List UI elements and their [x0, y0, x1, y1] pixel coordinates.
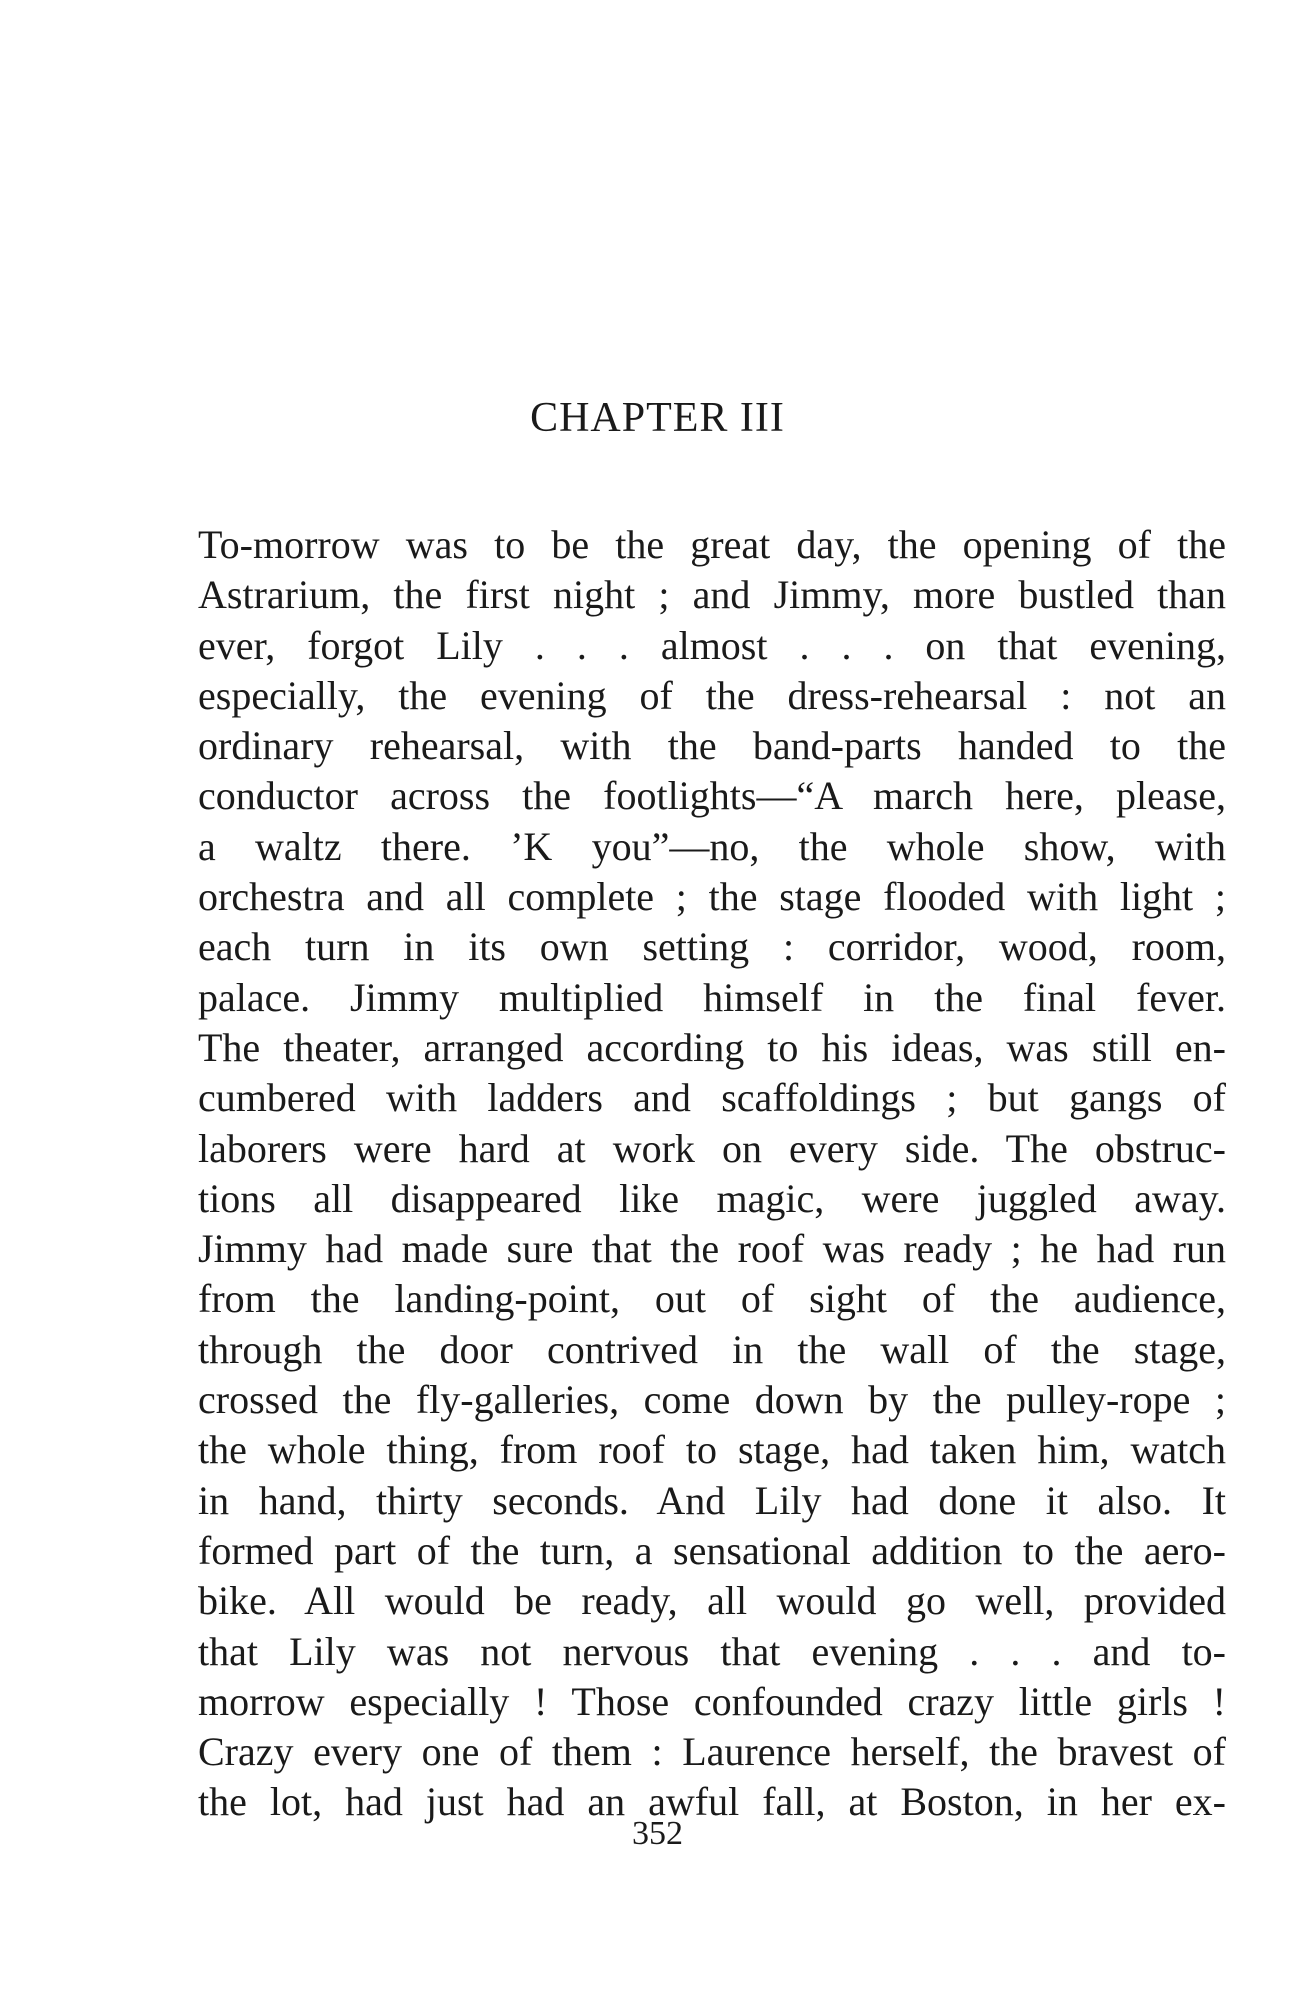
body-paragraph — [198, 520, 1226, 1828]
text-line: conductor across the footlights—“A march here, please, — [198, 773, 1226, 819]
text-line: Astrarium, the first night ; and Jimmy, more bustled than — [198, 572, 1226, 618]
text-line: bike. All would be ready, all would go well, provided — [198, 1578, 1226, 1624]
page-number: 352 — [632, 1815, 683, 1852]
text-line: morrow especially ! Those confounded crazy little girls ! — [198, 1678, 1226, 1724]
text-line: The theater, arranged according to his ideas, was still en- — [198, 1024, 1226, 1070]
text-line: from the landing-point, out of sight of the audience, — [198, 1276, 1226, 1322]
text-line: especially, the evening of the dress-rehearsal : not an — [198, 672, 1226, 718]
text-line: the whole thing, from roof to stage, had taken him, watch — [198, 1427, 1226, 1473]
text-line: ordinary rehearsal, with the band-parts handed to the — [198, 723, 1226, 769]
text-line: Jimmy had made sure that the roof was ready ; he had run — [198, 1226, 1226, 1272]
text-line: through the door contrived in the wall of the stage, — [198, 1326, 1226, 1372]
text-line: formed part of the turn, a sensational addition to the aero- — [198, 1527, 1226, 1573]
text-line: a waltz there. ’K you”—no, the whole show, with — [198, 823, 1226, 869]
text-line: ever, forgot Lily . . . almost . . . on that evening, — [198, 622, 1226, 668]
text-line: To-morrow was to be the great day, the opening of the — [198, 522, 1226, 567]
text-line: each turn in its own setting : corridor, wood, room, — [198, 924, 1226, 970]
text-line: the lot, had just had an awful fall, at Boston, in her ex- — [198, 1779, 1226, 1825]
text-line: tions all disappeared like magic, were juggled away. — [198, 1175, 1226, 1221]
text-line: palace. Jimmy multiplied himself in the final fever. — [198, 974, 1226, 1020]
text-line: laborers were hard at work on every side. The obstruc- — [198, 1125, 1226, 1171]
text-line: that Lily was not nervous that evening . . . and to- — [198, 1628, 1226, 1674]
text-line: cumbered with ladders and scaffoldings ; but gangs of — [198, 1075, 1226, 1121]
text-line: orchestra and all complete ; the stage flooded with light ; — [198, 874, 1226, 920]
text-line: in hand, thirty seconds. And Lily had done it also. It — [198, 1477, 1226, 1523]
text-line: crossed the fly-galleries, come down by the pulley-rope ; — [198, 1377, 1226, 1423]
chapter-title: CHAPTER III — [530, 395, 785, 441]
text-line: Crazy every one of them : Laurence herself, the bravest of — [198, 1729, 1226, 1775]
